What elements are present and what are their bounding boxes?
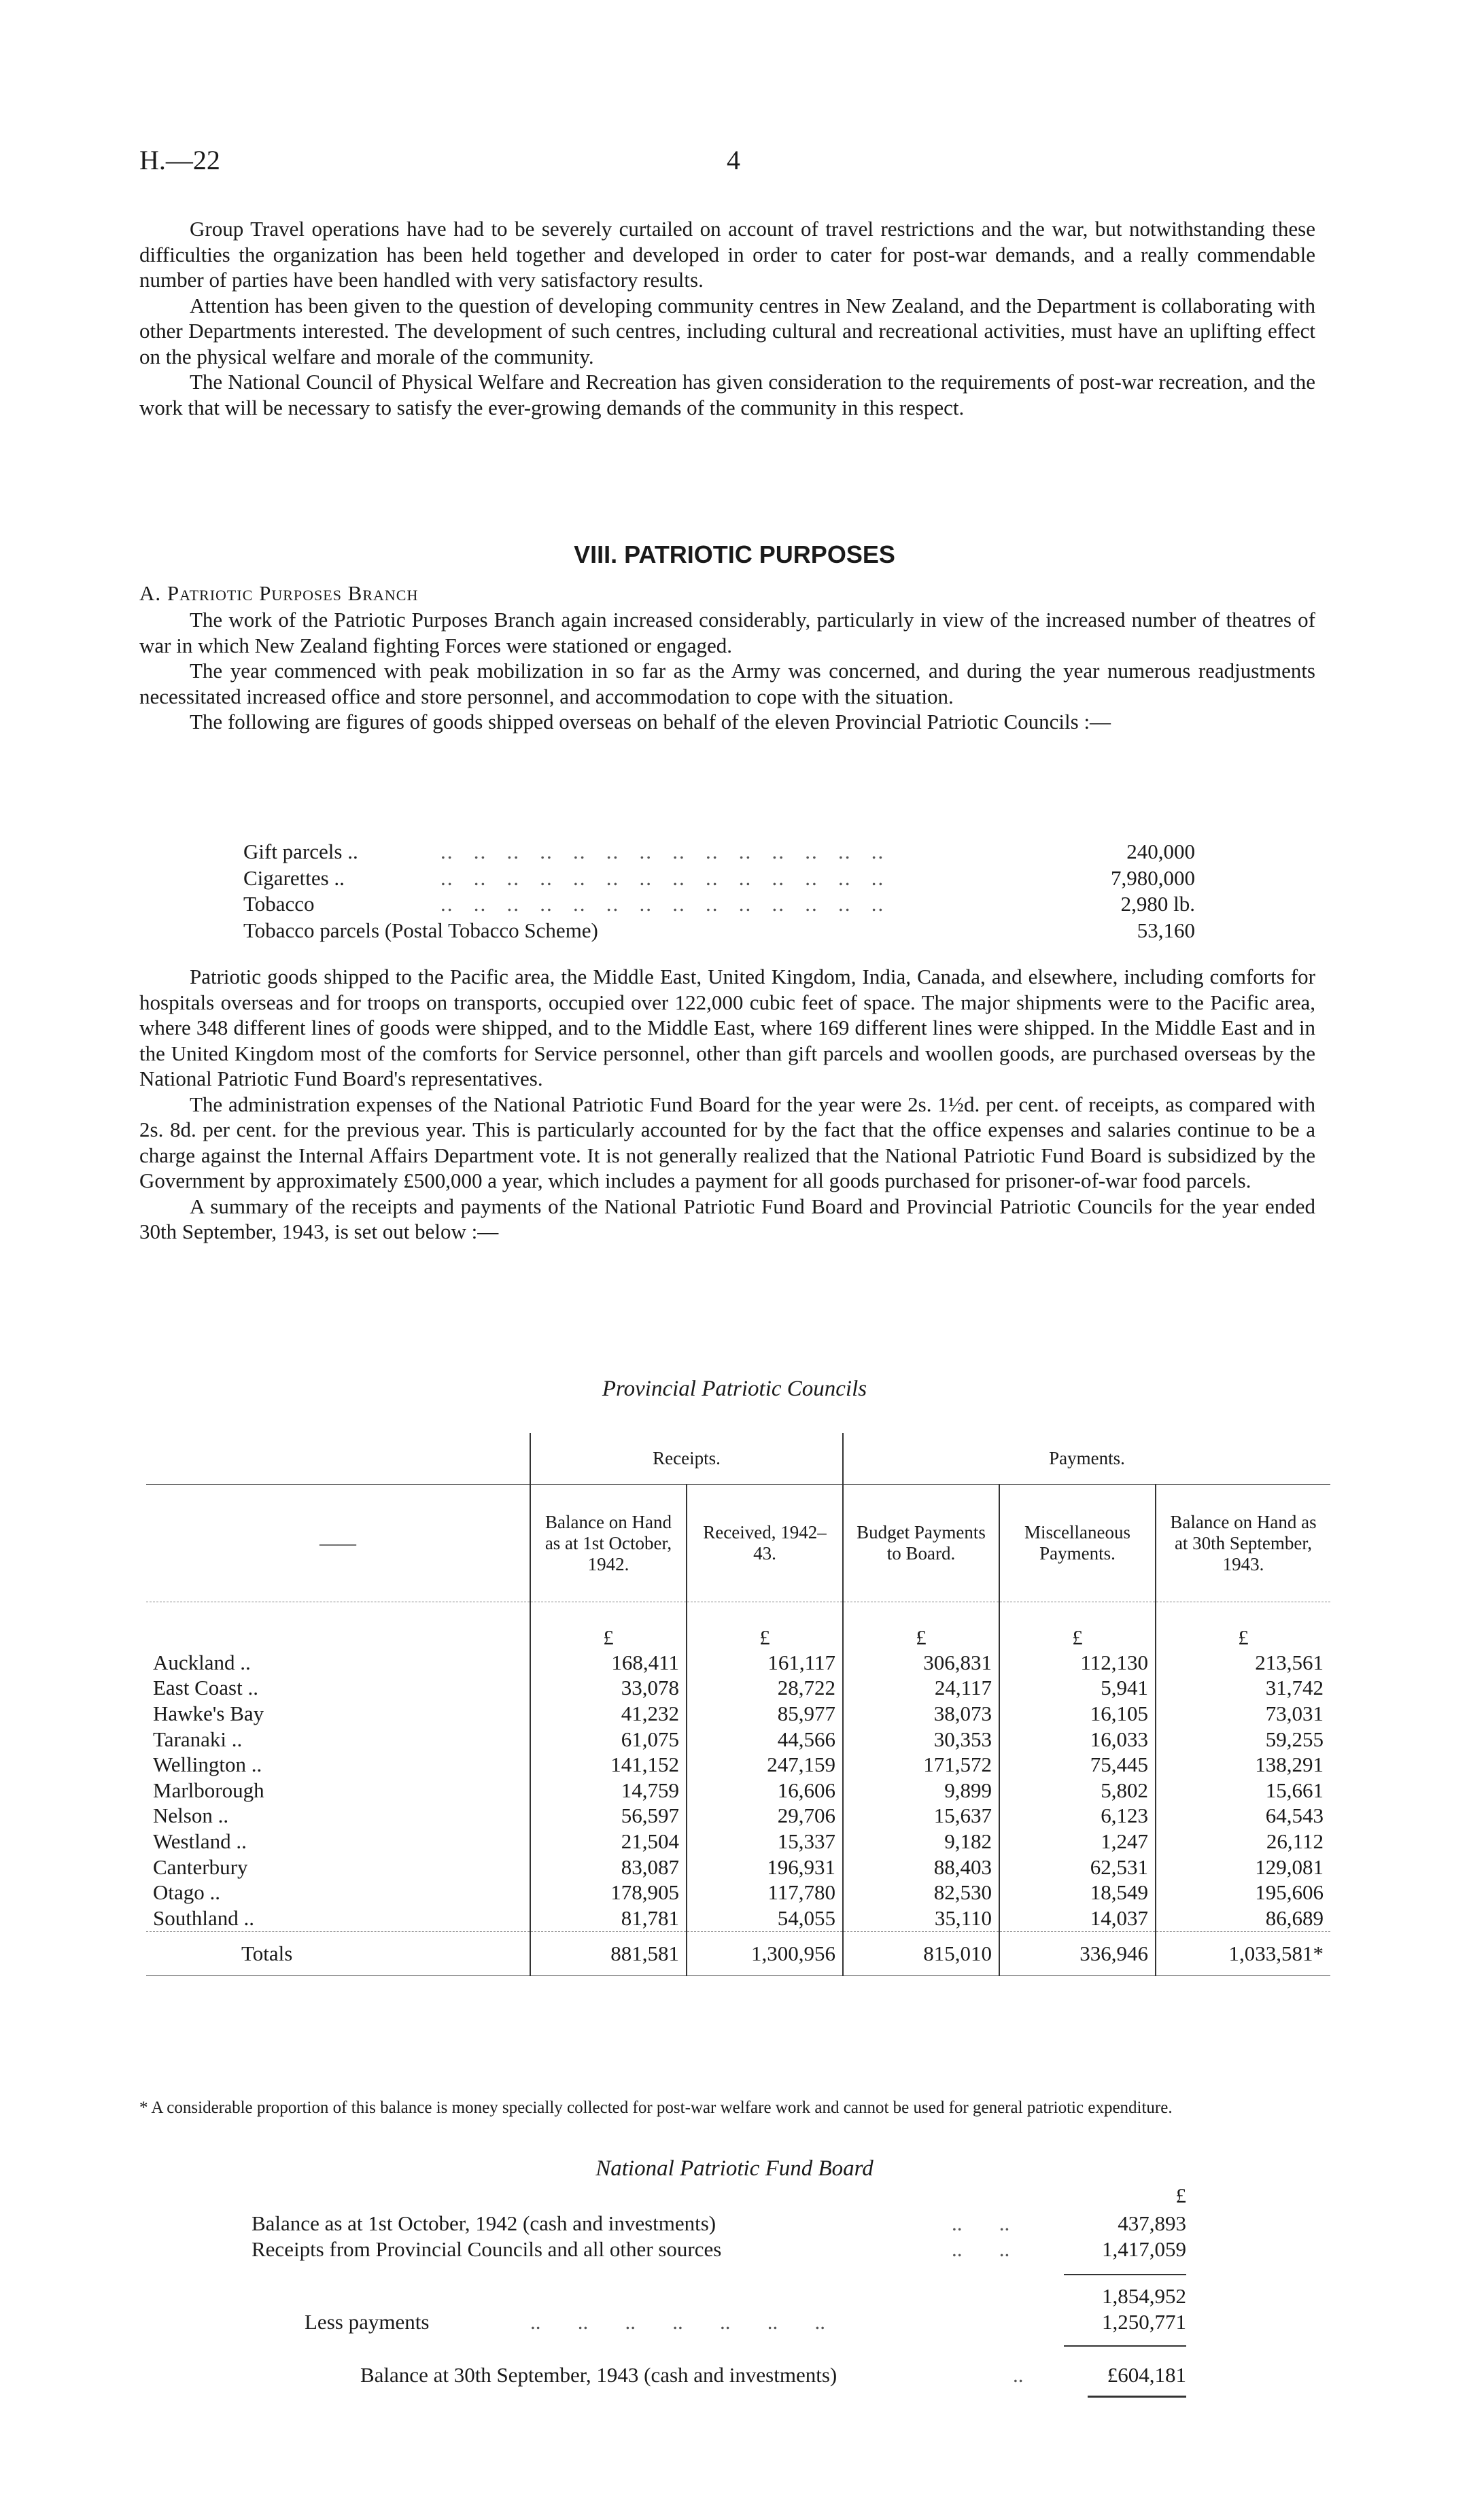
receipts-label: Receipts from Provincial Councils and all other sources [252, 2237, 722, 2261]
column-header: Budget Payments to Board. [843, 1485, 999, 1602]
table-cell: 64,543 [1156, 1803, 1330, 1829]
council-name: Auckland .. [153, 1650, 251, 1674]
leader-dots: .. .. .. .. .. .. .. .. .. .. .. .. .. .. [440, 865, 885, 890]
table-cell: 41,232 [530, 1701, 687, 1727]
goods-label: Gift parcels .. [243, 840, 358, 863]
council-name: Canterbury [153, 1854, 248, 1879]
table-cell: 16,606 [687, 1778, 843, 1803]
table-cell: 15,661 [1156, 1778, 1330, 1803]
table-cell: 59,255 [1156, 1727, 1330, 1753]
table-cell: 5,941 [999, 1676, 1156, 1702]
paragraph-summary-intro: A summary of the receipts and payments of the National Patriotic Fund Board and Provincial Patriotic Councils for the year ended 30th September, 1943, is set out below :— [139, 1194, 1315, 1243]
leader-dots: .. .. [952, 2237, 1010, 2261]
paragraph-shipments: Patriotic goods shipped to the Pacific area, the Middle East, United Kingdom, India, Canada, and elsewhere, including comforts for hospitals overseas and for troops on transports, occupied over 122,000 cubic feet of space. The major shipments were to the Pacific area, where 348 different lines of goods were shipped, and to the Middle East, where 169 different lines were shipped. In the Middle East and in the United Kingdom most of the comforts for Service personnel, other than gift parcels and woollen goods, are purchased overseas by the National Patriotic Fund Board's representatives. [139, 965, 1315, 1090]
goods-value: 240,000 [1120, 840, 1195, 864]
leader-dots: .. .. [952, 2211, 1010, 2235]
table-cell: 33,078 [530, 1676, 687, 1702]
table-cell: 31,742 [1156, 1676, 1330, 1702]
column-header: Balance on Hand as at 30th September, 1943. [1156, 1485, 1330, 1602]
table-cell: 1,247 [999, 1829, 1156, 1854]
table-cell: 61,075 [530, 1727, 687, 1753]
table-cell: 5,802 [999, 1778, 1156, 1803]
column-header: Received, 1942–43. [687, 1485, 843, 1602]
unit-label: £ [687, 1602, 843, 1651]
table-cell: 29,706 [687, 1803, 843, 1829]
table-cell: 195,606 [1156, 1880, 1330, 1905]
council-name: East Coast .. [153, 1676, 258, 1700]
council-name: Nelson .. [153, 1803, 229, 1828]
council-name: Hawke's Bay [153, 1701, 264, 1725]
paragraph-mobilization: The year commenced with peak mobilization in so far as the Army was concerned, and during the year numerous readjustments necessitated increased office and store personnel, and accommodation to cope with the situation. [139, 659, 1315, 708]
table-cell: 38,073 [843, 1701, 999, 1727]
table-cell: 306,831 [843, 1650, 999, 1676]
total-cell: 815,010 [843, 1931, 999, 1975]
table-cell: 213,561 [1156, 1650, 1330, 1676]
table-cell: 26,112 [1156, 1829, 1330, 1854]
table-cell: 14,759 [530, 1778, 687, 1803]
goods-label: Tobacco parcels (Postal Tobacco Scheme) [243, 918, 598, 942]
table-cell: 171,572 [843, 1752, 999, 1778]
council-name: Marlborough [153, 1778, 264, 1802]
leader-dots: .. .. .. .. .. .. .. [530, 2310, 825, 2334]
balance-1943-label: Balance at 30th September, 1943 (cash and investments) [360, 2363, 837, 2387]
paragraph-branch-work: The work of the Patriotic Purposes Branch again increased considerably, particularly in view of the increased number of theatres of war in which New Zealand fighting Forces were stationed or engaged. [139, 608, 1315, 657]
receipts-group-header: Receipts. [530, 1433, 843, 1485]
less-payments-value: 1,250,771 [1102, 2310, 1186, 2334]
table-cell: 117,780 [687, 1880, 843, 1905]
table-cell: 86,689 [1156, 1905, 1330, 1931]
page-reference: H.—22 [139, 145, 220, 175]
goods-value: 53,160 [1130, 918, 1195, 943]
table-cell: 35,110 [843, 1905, 999, 1931]
council-name: Otago .. [153, 1880, 221, 1905]
fund-unit: £ [1175, 2184, 1186, 2207]
table-cell: 24,117 [843, 1676, 999, 1702]
unit-label: £ [1156, 1602, 1330, 1651]
total-cell: 1,033,581* [1156, 1931, 1330, 1975]
council-name: Taranaki .. [153, 1727, 243, 1751]
total-cell: 881,581 [530, 1931, 687, 1975]
goods-label: Tobacco [243, 892, 315, 916]
subtotal-value: 1,854,952 [1102, 2284, 1186, 2308]
table-cell: 112,130 [999, 1650, 1156, 1676]
council-name: Westland .. [153, 1829, 247, 1853]
goods-value: 2,980 lb. [1114, 892, 1195, 916]
table-cell: 168,411 [530, 1650, 687, 1676]
table-cell: 141,152 [530, 1752, 687, 1778]
table-cell: 83,087 [530, 1854, 687, 1880]
council-name: Southland .. [153, 1905, 254, 1930]
column-header: Miscellaneous Payments. [999, 1485, 1156, 1602]
table-cell: 161,117 [687, 1650, 843, 1676]
total-cell: 1,300,956 [687, 1931, 843, 1975]
paragraph-community-centres: Attention has been given to the question of developing community centres in New Zealand, and the Department is collaborating with other Departments interested. The development of such centres, including cultural and recreational activities, must have an uplifting effect on the physical welfare and morale of the community. [139, 293, 1315, 368]
table-cell: 54,055 [687, 1905, 843, 1931]
balance-1942-value: 437,893 [1118, 2211, 1186, 2235]
table-cell: 16,105 [999, 1701, 1156, 1727]
column-header: Balance on Hand as at 1st October, 1942. [530, 1485, 687, 1602]
balance-rule [1064, 2345, 1186, 2347]
table-cell: 247,159 [687, 1752, 843, 1778]
table-cell: 9,899 [843, 1778, 999, 1803]
table-cell: 15,337 [687, 1829, 843, 1854]
table-cell: 129,081 [1156, 1854, 1330, 1880]
paragraph-goods-intro: The following are figures of goods shipped overseas on behalf of the eleven Provincial Patriotic Councils :— [190, 710, 1111, 733]
page-number: 4 [727, 145, 740, 175]
table-cell: 81,781 [530, 1905, 687, 1931]
table-cell: 18,549 [999, 1880, 1156, 1905]
total-cell: 336,946 [999, 1931, 1156, 1975]
unit-label: £ [999, 1602, 1156, 1651]
section-heading: VIII. PATRIOTIC PURPOSES [574, 540, 895, 568]
paragraph-national-council: The National Council of Physical Welfare and Recreation has given consideration to the requirements of post-war recreation, and the work that will be necessary to satisfy the ever-growing demands of the community in this respect. [139, 370, 1315, 419]
paragraph-group-travel: Group Travel operations have had to be severely curtailed on account of travel restrictions and the war, but notwithstanding these difficulties the organization has been held together and developed in order to cater for post-war demands, and a really commendable number of parties have been handled with very satisfactory results. [139, 217, 1315, 292]
table-cell: 30,353 [843, 1727, 999, 1753]
table-cell: 75,445 [999, 1752, 1156, 1778]
receipts-value: 1,417,059 [1102, 2237, 1186, 2261]
leader-dots: .. .. .. .. .. .. .. .. .. .. .. .. .. .. [440, 840, 885, 863]
table-cell: 28,722 [687, 1676, 843, 1702]
table-cell: 14,037 [999, 1905, 1156, 1931]
goods-value: 7,980,000 [1104, 866, 1195, 891]
goods-label: Cigarettes .. [243, 865, 345, 890]
double-underline [1088, 2396, 1186, 2398]
section-subheading: A. Patriotic Purposes Branch [139, 581, 419, 605]
leader-dots: .. [1013, 2363, 1024, 2387]
unit-label: £ [530, 1602, 687, 1651]
table-cell: 178,905 [530, 1880, 687, 1905]
councils-table-caption: Provincial Patriotic Councils [602, 1377, 867, 1401]
table-cell: 82,530 [843, 1880, 999, 1905]
council-name: Wellington .. [153, 1753, 262, 1777]
table-cell: 62,531 [999, 1854, 1156, 1880]
unit-label: £ [843, 1602, 999, 1651]
subtotal-rule [1064, 2274, 1186, 2275]
balance-1942-label: Balance as at 1st October, 1942 (cash and investments) [252, 2211, 716, 2235]
table-cell: 138,291 [1156, 1752, 1330, 1778]
payments-group-header: Payments. [843, 1433, 1330, 1485]
table-cell: 85,977 [687, 1701, 843, 1727]
totals-label: Totals [146, 1931, 530, 1975]
leader-dots: .. .. .. .. .. .. .. .. .. .. .. .. .. .. [440, 892, 885, 916]
balance-1943-value: £604,181 [1107, 2363, 1186, 2387]
table-cell: 44,566 [687, 1727, 843, 1753]
fund-board-caption: National Patriotic Fund Board [595, 2156, 874, 2181]
stub-header: —— [146, 1485, 530, 1602]
table-cell: 56,597 [530, 1803, 687, 1829]
table-cell: 88,403 [843, 1854, 999, 1880]
table-cell: 73,031 [1156, 1701, 1330, 1727]
table-cell: 21,504 [530, 1829, 687, 1854]
table-cell: 196,931 [687, 1854, 843, 1880]
table-cell: 6,123 [999, 1803, 1156, 1829]
table-footnote: * A considerable proportion of this balance is money specially collected for post-war welfare work and cannot be used for general patriotic expenditure. [139, 2099, 1173, 2117]
table-cell: 9,182 [843, 1829, 999, 1854]
less-payments-label: Less payments [305, 2310, 430, 2334]
paragraph-administration: The administration expenses of the National Patriotic Fund Board for the year were 2s. 1½d. per cent. of receipts, as compared with 2s. 8d. per cent. for the previous year. This is particularly accounted for by the fact that the office expenses and salaries continue to be a charge against the Internal Affairs Department vote. It is not generally realized that the National Patriotic Fund Board is subsidized by the Government by approximately £500,000 a year, which includes a payment for all goods purchased for prisoner-of-war food parcels. [139, 1092, 1315, 1192]
table-cell: 15,637 [843, 1803, 999, 1829]
table-cell: 16,033 [999, 1727, 1156, 1753]
